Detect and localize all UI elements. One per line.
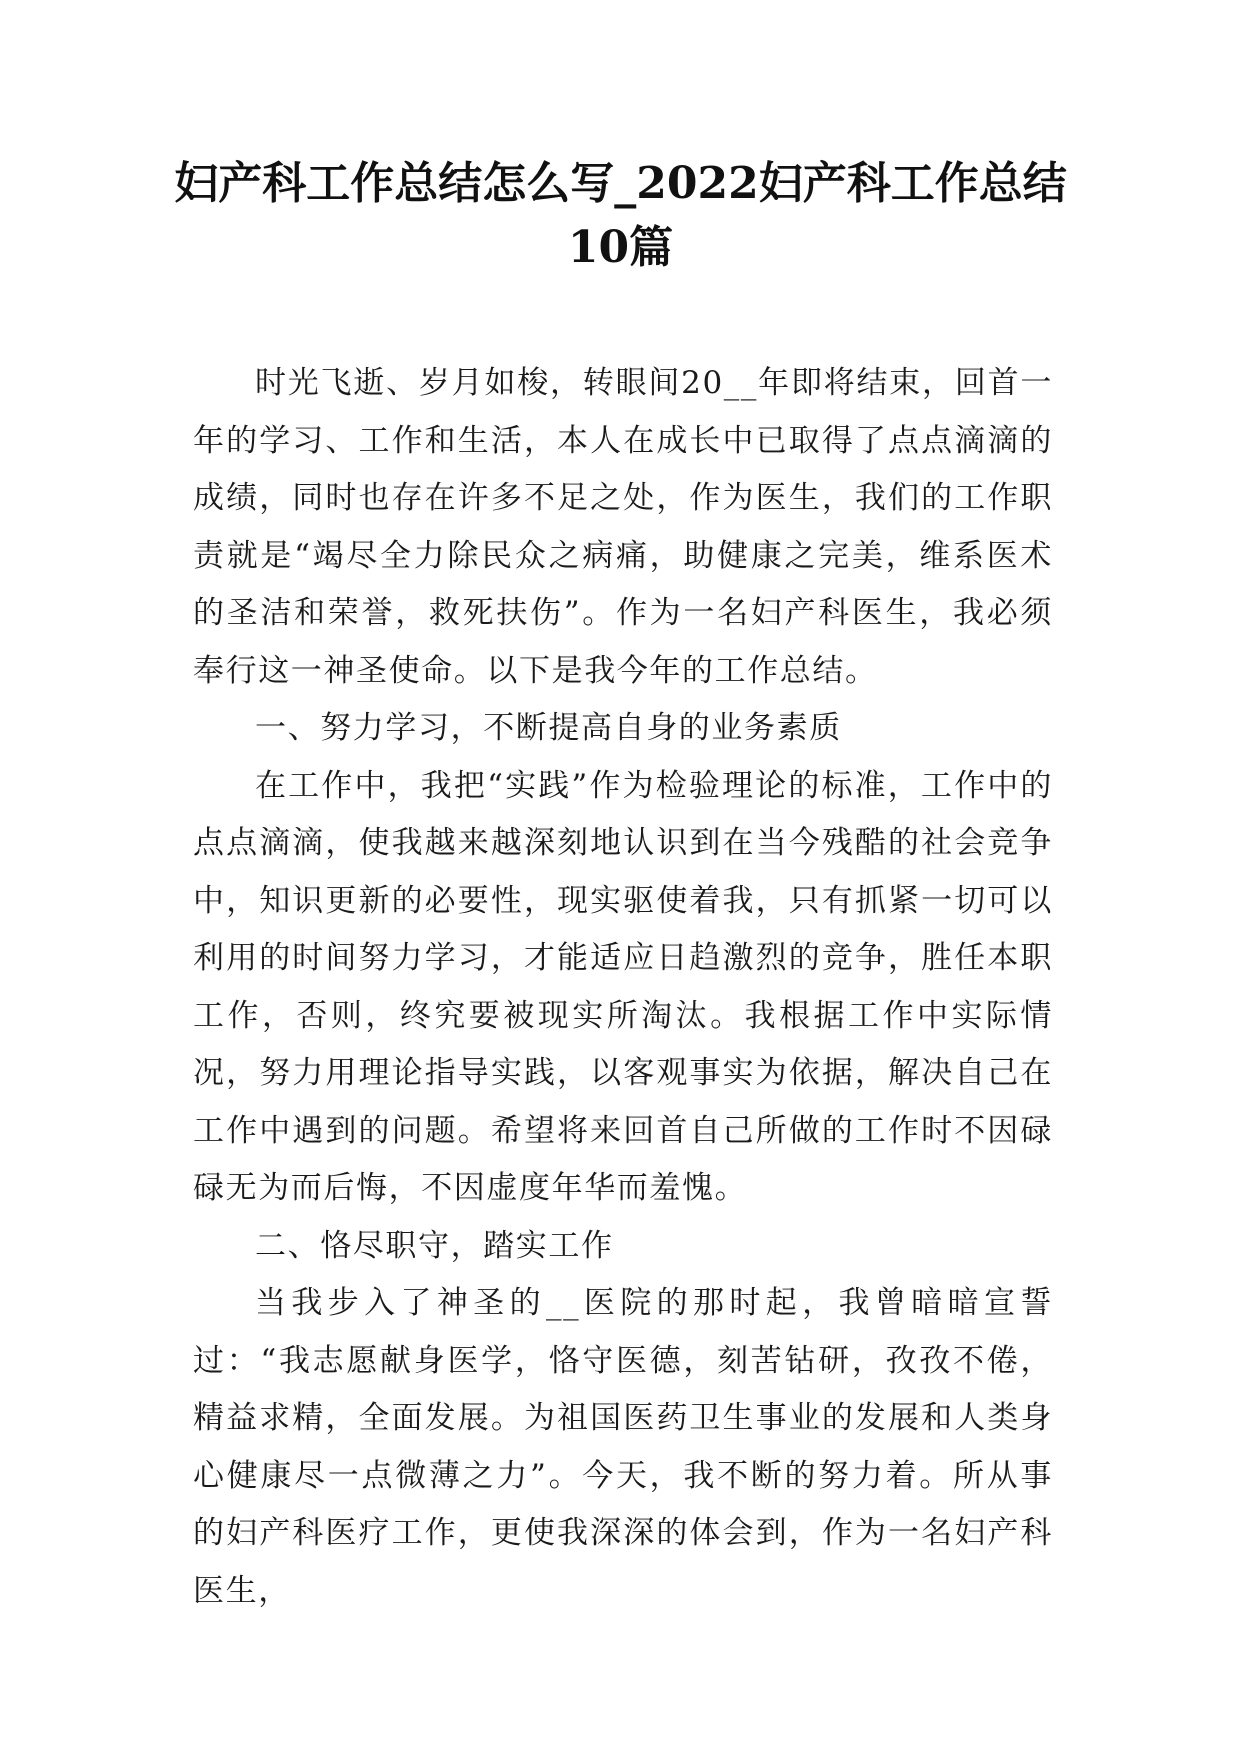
document-title: 妇产科工作总结怎么写_2022妇产科工作总结10篇 [174, 158, 1067, 273]
paragraph-section-2: 当我步入了神圣的__医院的那时起，我曾暗暗宣誓过：“我志愿献身医学，恪守医德，刻苦钻研，孜孜不倦，精益求精，全面发展。为祖国医药卫生事业的发展和人类身心健康尽一点微薄之力”。今天，我不断的努力着。所从事的妇产科医疗工作，更使我深深的体会到，作为一名妇产科医生， [193, 1285, 1053, 1609]
section-heading-1: 一、努力学习，不断提高自身的业务素质 [255, 710, 842, 746]
document-body [193, 355, 1053, 1620]
section-heading-2: 二、恪尽职守，踏实工作 [255, 1227, 614, 1264]
paragraph-section-1: 在工作中，我把“实践”作为检验理论的标准，工作中的点点滴滴，使我越来越深刻地认识到在当今残酷的社会竞争中，知识更新的必要性，现实驱使着我，只有抓紧一切可以利用的时间努力学习，才能适应日趋激烈的竞争，胜任本职工作，否则，终究要被现实所淘汰。我根据工作中实际情况，努力用理论指导实践，以客观事实为依据，解决自己在工作中遇到的问题。希望将来回首自己所做的工作时不因碌碌无为而后悔，不因虚度年华而羞愧。 [193, 767, 1053, 1206]
paragraph-intro: 时光飞逝、岁月如梭，转眼间20__年即将结束，回首一年的学习、工作和生活，本人在成长中已取得了点点滴滴的成绩，同时也存在许多不足之处，作为医生，我们的工作职责就是“竭尽全力除民众之病痛，助健康之完美，维系医术的圣洁和荣誉，救死扶伤”。作为一名妇产科医生，我必须奉行这一神圣使命。以下是我今年的工作总结。 [193, 365, 1053, 689]
